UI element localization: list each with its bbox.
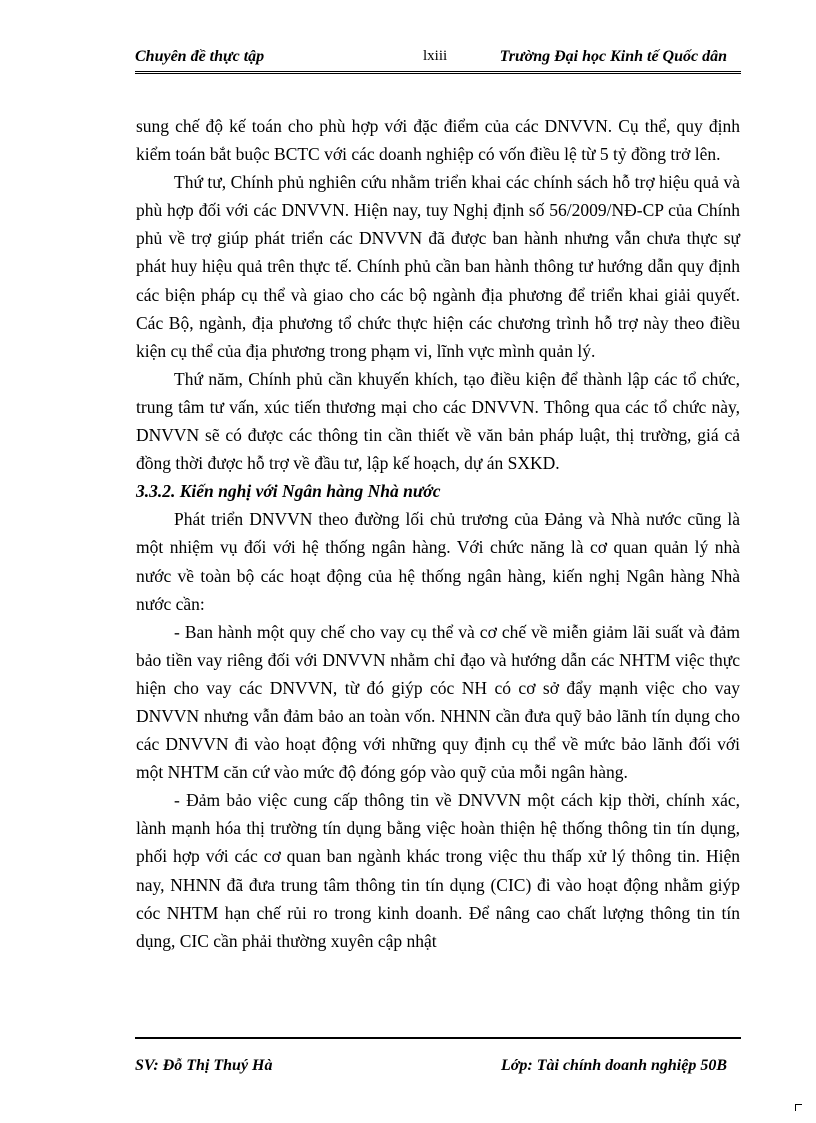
paragraph-5: - Ban hành một quy chế cho vay cụ thể và cơ chế về miễn giảm lãi suất và đảm bảo tiền vay riêng đối với DNVVN nhằm chỉ đạo và hướng dẫn các NHTM việc thực hiện cho vay các DNVVN, từ đó giýp cóc NH có cơ sở đẩy mạnh việc cho vay DNVVN nhưng vẫn đảm bảo an toàn vốn. NHNN cần đưa quỹ bảo lãnh tín dụng cho các DNVVN đi vào hoạt động với những quy định cụ thể về mức bảo lãnh đối với một NHTM căn cứ vào mức độ đóng góp vào quỹ của mỗi ngân hàng.	[136, 621, 740, 783]
page-header	[135, 48, 727, 70]
header-university: Trường Đại học Kinh tế Quốc dân	[499, 48, 727, 65]
page-footer	[135, 1057, 727, 1079]
footer-divider	[135, 1037, 741, 1039]
document-body	[136, 112, 740, 955]
paragraph-1: sung chế độ kế toán cho phù hợp với đặc điểm của các DNVVN. Cụ thể, quy định kiểm toán bắt buộc BCTC với các doanh nghiệp có vốn điều lệ từ 5 tỷ đồng trở lên.	[136, 116, 740, 165]
paragraph-2: Thứ tư, Chính phủ nghiên cứu nhằm triển khai các chính sách hỗ trợ hiệu quả và phù hợp đối với các DNVVN. Hiện nay, tuy Nghị định số 56/2009/NĐ-CP của Chính phủ về trợ giúp phát triển các DNVVN đã được ban hành nhưng vẫn chưa thực sự phát huy hiệu quả trên thực tế. Chính phủ cần ban hành thông tư hướng dẫn quy định các biện pháp cụ thể và giao cho các bộ ngành địa phương để triển khai giải quyết. Các Bộ, ngành, địa phương tổ chức thực hiện các chương trình hỗ trợ này theo điều kiện cụ thể của địa phương trong phạm vi, lĩnh vực mình quản lý.	[136, 172, 740, 361]
page-number: lxiii	[423, 48, 448, 64]
paragraph-4: Phát triển DNVVN theo đường lối chủ trương của Đảng và Nhà nước cũng là một nhiệm vụ đối với hệ thống ngân hàng. Với chức năng là cơ quan quản lý nhà nước về toàn bộ các hoạt động của hệ thống ngân hàng, kiến nghị Ngân hàng Nhà nước cần:	[136, 509, 740, 614]
paragraph-3: Thứ năm, Chính phủ cần khuyến khích, tạo điều kiện để thành lập các tổ chức, trung tâm tư vấn, xúc tiến thương mại cho các DNVVN. Thông qua các tổ chức này, DNVVN sẽ có được các thông tin cần thiết về văn bản pháp luật, thị trường, giá cả đồng thời được hỗ trợ về đầu tư, lập kế hoạch, dự án SXKD.	[136, 368, 740, 474]
footer-student: SV: Đỗ Thị Thuý Hà	[135, 1057, 273, 1074]
header-title: Chuyên đề thực tập	[135, 48, 265, 65]
paragraph-6: - Đảm bảo việc cung cấp thông tin về DNVVN một cách kịp thời, chính xác, lành mạnh hóa thị trường tín dụng bằng việc hoàn thiện hệ thống thông tin tín dụng, phối hợp với các cơ quan ban ngành khác trong việc thu thấp xử lý thông tin. Hiện nay, NHNN đã đưa trung tâm thông tin tín dụng (CIC) đi vào hoạt động nhằm giýp cóc NHTM hạn chế rủi ro trong kinh doanh. Để nâng cao chất lượng thông tin tín dụng, CIC cần phải thường xuyên cập nhật	[136, 790, 740, 951]
section-heading: 3.3.2. Kiến nghị với Ngân hàng Nhà nước	[136, 481, 441, 502]
footer-class: Lớp: Tài chính doanh nghiệp 50B	[501, 1057, 727, 1074]
corner-crop-mark	[795, 1104, 802, 1111]
header-divider	[135, 71, 741, 74]
